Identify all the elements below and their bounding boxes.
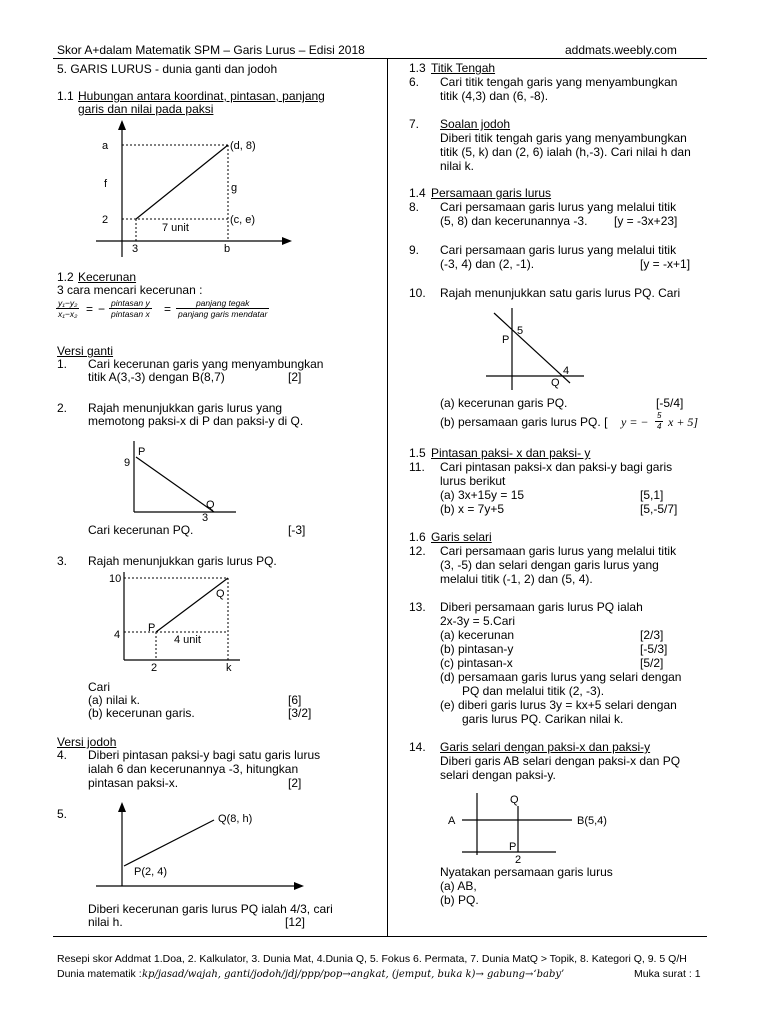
q2-ask: Cari kecerunan PQ.	[88, 523, 194, 537]
q11-line1: Cari pintasan paksi-x dan paksi-y bagi garis	[440, 460, 673, 474]
fig1-label-g: g	[231, 182, 238, 194]
fig10-label-q: Q	[551, 377, 560, 389]
section-1-2-title: Kecerunan	[78, 270, 137, 284]
section-1-1-title-line2: garis dan nilai pada paksi	[78, 102, 214, 116]
q8-number: 8.	[409, 200, 420, 214]
q8-line1: Cari persamaan garis lurus yang melalui titik	[440, 200, 677, 214]
q11-line2: lurus berikut	[440, 474, 506, 488]
formula-minus: −	[98, 302, 106, 316]
q10-line1: Rajah menunjukkan satu garis lurus PQ. Cari	[440, 286, 681, 300]
footer-rule	[53, 936, 707, 937]
q6-line2: titik (4,3) dan (6, -8).	[440, 89, 549, 103]
q9-line2: (-3, 4) dan (2, -1).	[440, 257, 535, 271]
q7-line1: Diberi titik tengah garis yang menyambungkan	[440, 131, 687, 145]
formula-fraction-2: pintasan y pintasan x	[111, 298, 150, 319]
footer-recipe: Resepi skor Addmat 1.Doa, 2. Kalkulator, 3. Dunia Mat, 4.Dunia Q, 5. Fokus 6. Permata, 7. Dunia MatQ > Topik, 8. Kategori Q, 9. 5 Q/H	[57, 953, 687, 965]
q3-line1: Rajah menunjukkan garis lurus PQ.	[88, 554, 277, 568]
q13-part-d-line1: (d) persamaan garis lurus yang selari dengan	[440, 670, 682, 684]
q4-mark: [2]	[288, 776, 302, 790]
q10-part-b-fraction: $\frac{5}{4}$	[657, 411, 662, 431]
q12-number: 12.	[409, 544, 426, 558]
q6-number: 6.	[409, 75, 420, 89]
q11-part-b-mark: [5,-5/7]	[640, 502, 678, 516]
q2-mark: [-3]	[288, 523, 306, 537]
fig10-label-5: 5	[517, 325, 524, 337]
fig2-label-p: P	[138, 446, 146, 458]
fig3-label-q: Q	[216, 588, 225, 600]
q13-part-b: (b) pintasan-y	[440, 642, 514, 656]
fig14-label-a: A	[448, 815, 456, 827]
q2-line1: Rajah menunjukkan garis lurus yang	[88, 401, 283, 415]
q13-part-e-line2: garis lurus PQ. Carikan nilai k.	[462, 712, 624, 726]
q5-number: 5.	[57, 807, 68, 821]
q2-number: 2.	[57, 401, 68, 415]
section-1-6-number: 1.6	[409, 530, 426, 544]
fig3-label-k: k	[226, 662, 232, 674]
q1-number: 1.	[57, 357, 68, 371]
q14-part-a: (a) AB,	[440, 879, 477, 893]
fig1-label-a: a	[102, 140, 109, 152]
fig3-label-2: 2	[151, 662, 158, 674]
q3-number: 3.	[57, 554, 68, 568]
fig10-label-p: P	[502, 334, 510, 346]
section-1-2-text: 3 cara mencari kecerunan :	[57, 283, 203, 297]
q14-ask: Nyatakan persamaan garis lurus	[440, 865, 613, 879]
q13-part-d-line2: PQ dan melalui titik (2, -3).	[462, 684, 605, 698]
section-1-6-title: Garis selari	[431, 530, 492, 544]
q11-part-a: (a) 3x+15y = 15	[440, 488, 525, 502]
fig14-label-b: B(5,4)	[577, 815, 607, 827]
fig5-label-p: P(2, 4)	[134, 866, 168, 878]
q13-part-c-mark: [5/2]	[640, 656, 664, 670]
section-1-4-number: 1.4	[409, 186, 426, 200]
header-title: Skor A+dalam Matematik SPM – Garis Lurus – Edisi 2018	[57, 43, 365, 57]
fig1-label-f: f	[104, 178, 108, 190]
q3-cari: Cari	[88, 680, 111, 694]
fig14-label-q: Q	[510, 794, 519, 806]
q12-line3: melalui titik (-1, 2) dan (5, 4).	[440, 572, 593, 586]
q14-part-b: (b) PQ.	[440, 893, 479, 907]
versi-jodoh-heading: Versi jodoh	[57, 735, 117, 749]
q5-line1: Diberi kecerunan garis lurus PQ ialah 4/3, cari	[88, 902, 333, 916]
fig3-label-p: P	[148, 622, 156, 634]
q8-mark: [y = -3x+23]	[614, 214, 678, 228]
footer-page-number: Muka surat : 1	[634, 968, 701, 980]
q14-number: 14.	[409, 740, 426, 754]
q13-part-a: (a) kecerunan	[440, 628, 515, 642]
fig2-label-3: 3	[202, 512, 209, 524]
q13-part-e-line1: (e) diberi garis lurus 3y = kx+5 selari dengan	[440, 698, 677, 712]
fig3-label-4: 4	[114, 629, 121, 641]
q13-line2: 2x-3y = 5.Cari	[440, 614, 516, 628]
q4-line3: pintasan paksi-x.	[88, 776, 179, 790]
q11-part-b: (b) x = 7y+5	[440, 502, 505, 516]
fig1-label-ce: (c, e)	[230, 214, 256, 226]
fig14-label-2: 2	[515, 854, 522, 866]
q3-part-a-mark: [6]	[288, 693, 302, 707]
q12-line2: (3, -5) dan selari dengan garis lurus yang	[440, 558, 659, 572]
q14-line2: selari dengan paksi-y.	[440, 768, 556, 782]
formula-fraction-1: $\frac{\text{y₁−y₂}}{\text{x₁−x₂}}$	[58, 298, 78, 319]
section-1-1-title-line1: Hubungan antara koordinat, pintasan, panjang	[78, 89, 325, 103]
q12-line1: Cari persamaan garis lurus yang melalui titik	[440, 544, 677, 558]
q14-title: Garis selari dengan paksi-x dan paksi-y	[440, 740, 651, 754]
q10-part-b-tail: x + 5]	[668, 415, 699, 429]
section-1-1-number: 1.1	[57, 89, 74, 103]
section-1-5-number: 1.5	[409, 446, 426, 460]
fig5-label-q: Q(8, h)	[218, 813, 253, 825]
header-website: addmats.weebly.com	[565, 43, 677, 57]
q10-part-b: (b) persamaan garis lurus PQ. [	[440, 415, 608, 429]
q13-part-a-mark: [2/3]	[640, 628, 664, 642]
q13-part-b-mark: [-5/3]	[640, 642, 668, 656]
formula-fraction-3: panjang tegak panjang garis mendatar	[178, 298, 268, 319]
fig2-label-q: Q	[206, 499, 215, 511]
section-1-2-number: 1.2	[57, 270, 74, 284]
q4-line2: ialah 6 dan kecerunannya -3, hitungkan	[88, 762, 299, 776]
formula-equals-2: =	[164, 302, 172, 316]
q13-part-c: (c) pintasan-x	[440, 656, 513, 670]
fig1-label-2: 2	[102, 214, 109, 226]
q13-line1: Diberi persamaan garis lurus PQ ialah	[440, 600, 643, 614]
q10-part-a-mark: [-5/4]	[656, 396, 684, 410]
fig1-label-d8: (d, 8)	[230, 140, 256, 152]
q9-number: 9.	[409, 243, 420, 257]
fig10-label-4: 4	[563, 365, 570, 377]
q10-number: 10.	[409, 286, 426, 300]
q7-number: 7.	[409, 117, 420, 131]
q11-part-a-mark: [5,1]	[640, 488, 664, 502]
q3-part-a: (a) nilai k.	[88, 693, 141, 707]
q5-mark: [12]	[285, 915, 306, 929]
q4-line1: Diberi pintasan paksi-y bagi satu garis lurus	[88, 748, 321, 762]
footer-dunia-label: Dunia matematik :	[57, 968, 142, 980]
formula-equals-1: =	[86, 302, 94, 316]
q7-line2: titik (5, k) dan (2, 6) ialah (h,-3). Cari nilai h dan	[440, 145, 691, 159]
footer-dunia-script: kp/jasad/wajah, ganti/jodoh/jdj/ppp/pop→angkat, (jemput, buka k)→ gabung→‘baby’	[142, 969, 565, 980]
fig1-label-unit: 7 unit	[162, 222, 189, 234]
fig2-label-9: 9	[124, 457, 131, 469]
q8-line2: (5, 8) dan kecerunannya -3.	[440, 214, 588, 228]
fig1-label-3: 3	[132, 243, 139, 255]
section-1-4-title: Persamaan garis lurus	[431, 186, 552, 200]
q1-line2: titik A(3,-3) dengan B(8,7)	[88, 370, 225, 384]
q4-number: 4.	[57, 748, 68, 762]
section-1-3-number: 1.3	[409, 61, 426, 75]
q11-number: 11.	[409, 460, 425, 474]
q9-line1: Cari persamaan garis lurus yang melalui titik	[440, 243, 677, 257]
q1-mark: [2]	[288, 370, 302, 384]
section-1-3-title: Titik Tengah	[431, 61, 496, 75]
versi-ganti-heading: Versi ganti	[57, 344, 114, 358]
q10-part-b-equation: y = −	[621, 415, 649, 429]
q7-title: Soalan jodoh	[440, 117, 511, 131]
q3-part-b-mark: [3/2]	[288, 706, 312, 720]
q6-line1: Cari titik tengah garis yang menyambungkan	[440, 75, 678, 89]
chapter-title: 5. GARIS LURUS - dunia ganti dan jodoh	[57, 62, 278, 76]
fig14-label-p: P	[509, 841, 517, 853]
fig3-label-unit: 4 unit	[174, 634, 201, 646]
fig3-label-10: 10	[109, 573, 122, 585]
q7-line3: nilai k.	[440, 159, 475, 173]
fig1-label-b: b	[224, 243, 231, 255]
q10-part-a: (a) kecerunan garis PQ.	[440, 396, 568, 410]
q5-line2: nilai h.	[88, 915, 123, 929]
section-1-5-title: Pintasan paksi- x dan paksi- y	[431, 446, 591, 460]
q14-line1: Diberi garis AB selari dengan paksi-x dan PQ	[440, 754, 681, 768]
q1-line1: Cari kecerunan garis yang menyambungkan	[88, 357, 324, 371]
q2-line2: memotong paksi-x di P dan paksi-y di Q.	[88, 414, 304, 428]
q9-mark: [y = -x+1]	[640, 257, 691, 271]
q3-part-b: (b) kecerunan garis.	[88, 706, 195, 720]
q13-number: 13.	[409, 600, 426, 614]
